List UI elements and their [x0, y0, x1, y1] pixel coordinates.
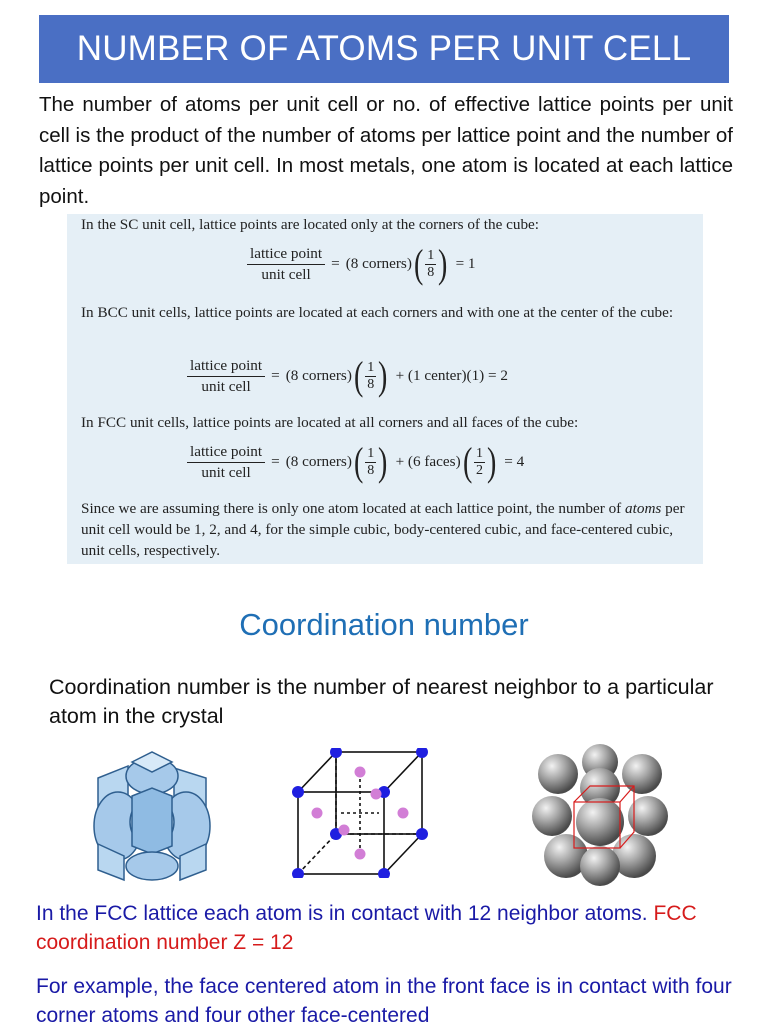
equals-sign: = — [331, 255, 340, 272]
fcc-text: In FCC unit cells, lattice points are located at all corners and all faces of the cube: — [81, 414, 579, 431]
half-den: 2 — [475, 462, 483, 478]
sc-equation: $\frac{\text{lattice point}}{\text{unit cell}}$ = (8 corners) ( $\frac{1}{8}$ ) = 1 — [247, 244, 476, 284]
fcc-equation: $\frac{\text{lattice point}}{\text{unit cell}}$ = (8 corners) ( $\frac{1}{8}$ ) + (6 faces) ( $\frac{1}{2}$ ) = 4 — [187, 442, 524, 482]
corners-term: (8 corners) — [285, 367, 352, 384]
fcc-contact-text: In the FCC lattice each atom is in contact with 12 neighbor atoms. — [36, 902, 654, 925]
fraction-numerator: lattice point — [247, 245, 325, 265]
eighth-den: 8 — [367, 462, 375, 478]
eighth-den: 8 — [427, 264, 435, 280]
corners-term: (8 corners) — [285, 453, 352, 470]
lattice-fraction — [187, 357, 265, 396]
example-text: For example, the face centered atom in the front face is in contact with four corner atoms and four other face-centered — [36, 975, 732, 1027]
eighth-num: 1 — [367, 359, 375, 375]
half-num: 1 — [475, 445, 483, 461]
summary-part-a: Since we are assuming there is only one atom located at each lattice point, the number of — [81, 500, 626, 517]
eighth-num: 1 — [367, 445, 375, 461]
coordination-heading: Coordination number — [239, 607, 529, 642]
fcc-coordination-text — [36, 899, 756, 957]
bcc-text: In BCC unit cells, lattice points are located at each corners and with one at the center of the cube: — [81, 304, 674, 321]
lattice-fraction — [187, 443, 265, 482]
coordination-definition: Coordination number is the number of nearest neighbor to a particular atom in the crystal — [49, 675, 714, 728]
fraction-denominator: unit cell — [261, 265, 311, 283]
summary-part-b: per unit cell would be 1, 2, and 4, for the simple cubic, body-centered cubic, and face-centered cubic, unit cells, respectively. — [81, 500, 685, 559]
sc-text: In the SC unit cell, lattice points are located only at the corners of the cube: — [81, 216, 540, 233]
fcc-spheres-figure — [530, 744, 670, 886]
summary-atoms: atoms — [625, 500, 662, 517]
fcc-z-value: FCC coordination number Z = 12 — [36, 902, 697, 954]
fraction-numerator: lattice point — [187, 357, 265, 377]
sc-result: = 1 — [455, 255, 476, 272]
eighth-den: 8 — [367, 376, 375, 392]
fcc-lattice-figure — [286, 748, 436, 878]
fraction-denominator: unit cell — [201, 463, 251, 481]
faces-term: + (6 faces) — [395, 453, 461, 470]
equals-sign: = — [271, 453, 280, 470]
lattice-fraction — [247, 245, 325, 284]
summary-text — [81, 498, 693, 561]
intro-paragraph: The number of atoms per unit cell or no. of effective lattice points per unit cell is the product of the number of atoms per lattice point and the number of lattice points per unit cell. In most metals, one atom is located at each lattice point. — [39, 93, 733, 208]
corners-term: (8 corners) — [345, 255, 412, 272]
lattice-point-box — [67, 214, 703, 564]
fcc-result: = 4 — [504, 453, 525, 470]
equals-sign: = — [271, 367, 280, 384]
fraction-numerator: lattice point — [187, 443, 265, 463]
fraction-denominator: unit cell — [201, 377, 251, 395]
fcc-sliced-model-figure — [88, 748, 216, 886]
eighth-num: 1 — [427, 247, 435, 263]
center-term: + (1 center)(1) = 2 — [395, 367, 508, 384]
bcc-equation: $\frac{\text{lattice point}}{\text{unit cell}}$ = (8 corners) ( $\frac{1}{8}$ ) + (1 center)(1) = 2 — [187, 356, 508, 396]
page-title: NUMBER OF ATOMS PER UNIT CELL — [39, 15, 729, 83]
